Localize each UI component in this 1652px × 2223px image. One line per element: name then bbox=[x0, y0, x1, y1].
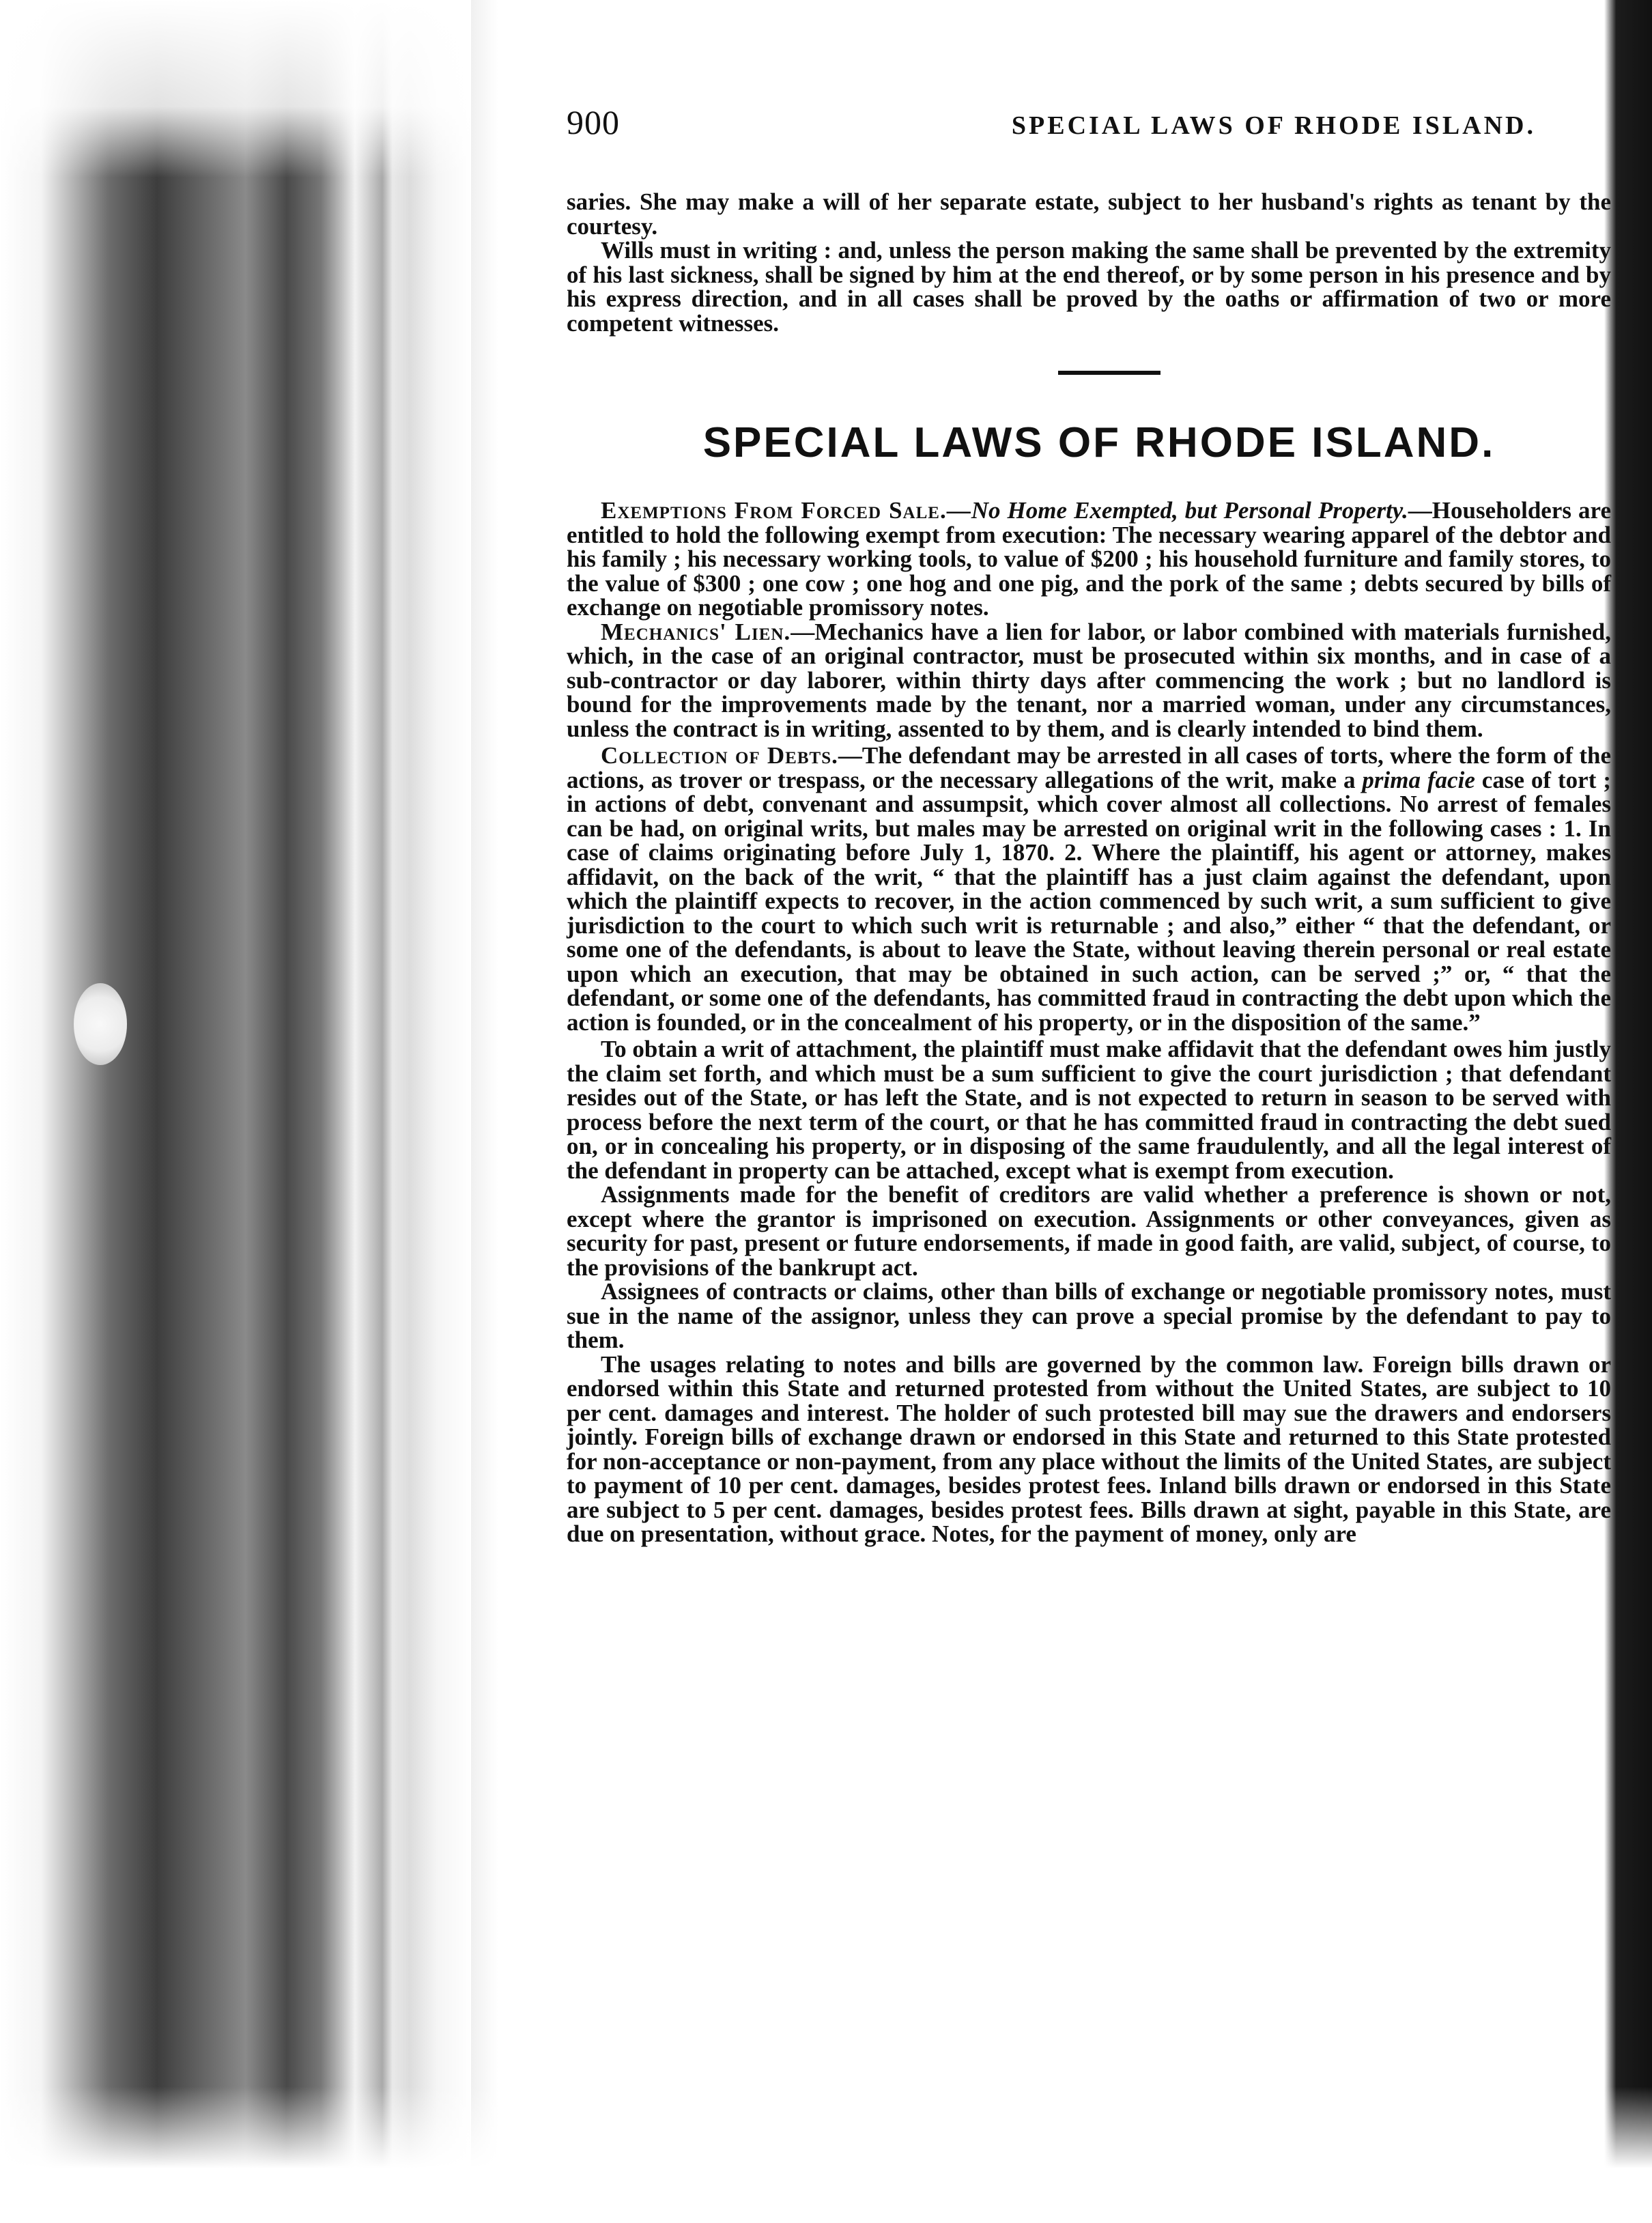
book-spine bbox=[0, 0, 471, 2223]
scan-right-edge bbox=[1604, 0, 1652, 2223]
mechanics-lead: Mechanics' Lien. bbox=[601, 618, 791, 645]
running-title: SPECIAL LAWS OF RHODE ISLAND. bbox=[1011, 111, 1536, 140]
paragraph-assignees: Assignees of contracts or claims, other than bills of exchange or negotiable promissory notes, must sue in the name of the assignor, unless they can prove a special promise by the defendant to pay to them. bbox=[567, 1278, 1611, 1353]
page-number: 900 bbox=[567, 103, 620, 141]
page-gutter-shadow bbox=[471, 0, 498, 2223]
section-title: SPECIAL LAWS OF RHODE ISLAND. bbox=[702, 419, 1496, 466]
paragraph-attachment: To obtain a writ of attachment, the plaintiff must make affidavit that the defendant owes him justly the claim set forth, and which must be a sum sufficient to give the court jurisdiction ; that defendant resides out of the State, or has left the State, and is not expected to return in season to be served with process before the next term of the court, or that he has committed fraud in contracting the debt sued on, or in concealing his property, or in disposing of the same fraudulently, and all the legal interest of the defendant in property can be attached, except what is exempt from execution. bbox=[567, 1036, 1611, 1184]
exemptions-subtitle: No Home Exempted, but Personal Property. bbox=[971, 497, 1408, 524]
mechanics-text: —Mechanics have a lien for labor, or labor combined with materials furnished, which, in the case of an original contractor, must be prosecuted within six months, and in case of a sub-contractor or day laborer, within thirty days after commencing the work ; but no landlord is bound for the improvements made by the tenant, nor a married woman, under any circumstances, unless the contract is in writing, assented to by them, and is clearly intended to bind them. bbox=[567, 618, 1611, 742]
paragraph-mechanics-lien bbox=[567, 620, 1611, 741]
paragraph-assignments: Assignments made for the benefit of creditors are valid whether a preference is shown or not, except where the grantor is imprisoned on execution. Assignments or other conveyances, given as security for past, present or future endorsements, if made in good faith, are valid, subject, of course, to the provisions of the bankrupt act. bbox=[567, 1181, 1611, 1281]
collection-text-2: case of tort ; in actions of debt, convenant and assumpsit, which cover almost all collections. No arrest of females can be had, on original writs, but males may be arrested on original writ in the following cases : 1. In case of claims originating before July 1, 1870. 2. Where the plaintiff, his agent or attorney, makes affidavit, on the back of the writ, “ that the plaintiff has a just claim against the defendant, upon which the plaintiff expects to recover, in the action commenced by such writ, a sum sufficient to give jurisdiction to the court to which such writ is returnable ; and also,” either “ that the defendant, or some one of the defendants, is about to leave the State, without leaving therein personal or real estate upon which an execution, that may be obtained in such action, can be served ;” or, “ that the defendant, or some one of the defendants, has committed fraud in contracting the debt upon which the action is founded, or in the concealment of his property, or in the disposition of the same.” bbox=[567, 766, 1611, 1036]
paragraph-usages: The usages relating to notes and bills are governed by the common law. Foreign bills drawn or endorsed within this State and returned protested from without the United States, are subject to 10 per cent. damages and interest. The holder of such protested bill may sue the drawers and endorsers jointly. Foreign bills of exchange drawn or endorsed in this State and returned to this State protested for non-acceptance or non-payment, from any place without the limits of the United States, are subject to payment of 10 per cent. damages, besides protest fees. Inland bills drawn or endorsed in this State are subject to 5 per cent. damages, besides protest fees. Bills drawn at sight, payable in this State, are due on presentation, without grace. Notes, for the payment of money, only are bbox=[567, 1350, 1611, 1547]
exemptions-lead: Exemptions From Forced Sale.— bbox=[601, 497, 971, 524]
intro-paragraph-1: saries. She may make a will of her separate estate, subject to her husband's rights as tenant by the courtesy. bbox=[567, 188, 1611, 240]
intro-paragraph-2: Wills must in writing : and, unless the person making the same shall be prevented by the extremity of his last sickness, shall be signed by him at the end thereof, or by some person in his presence and by his express direction, and in all cases shall be proved by the oaths or affirmation of two or more competent witnesses. bbox=[567, 237, 1611, 337]
book-page bbox=[567, 102, 1611, 1546]
intro-block bbox=[567, 190, 1611, 335]
section-divider bbox=[1058, 371, 1160, 375]
paragraph-exemptions bbox=[567, 498, 1611, 620]
running-head bbox=[567, 102, 1611, 143]
scan-bottom-margin bbox=[0, 2086, 1652, 2223]
collection-text-1: —The defendant may be arrested in all cases of torts, where the form of the actions, as trover or trespass, or the necessary allegations of the writ, make a bbox=[567, 742, 1611, 793]
collection-italic: prima facie bbox=[1362, 766, 1475, 793]
paper-stain bbox=[74, 983, 127, 1065]
collection-lead: Collection of Debts. bbox=[601, 742, 838, 769]
exemptions-text: —Householders are entitled to hold the following exempt from execution: The necessary wearing apparel of the debtor and his family ; his necessary working tools, to value of $200 ; his household furniture and family stores, to the value of $300 ; one cow ; one hog and one pig, and the pork of the same ; debts secured by bills of exchange on negotiable promissory notes. bbox=[567, 497, 1611, 621]
paragraph-collection-of-debts bbox=[567, 744, 1611, 1034]
spine-fade-top bbox=[0, 0, 478, 178]
